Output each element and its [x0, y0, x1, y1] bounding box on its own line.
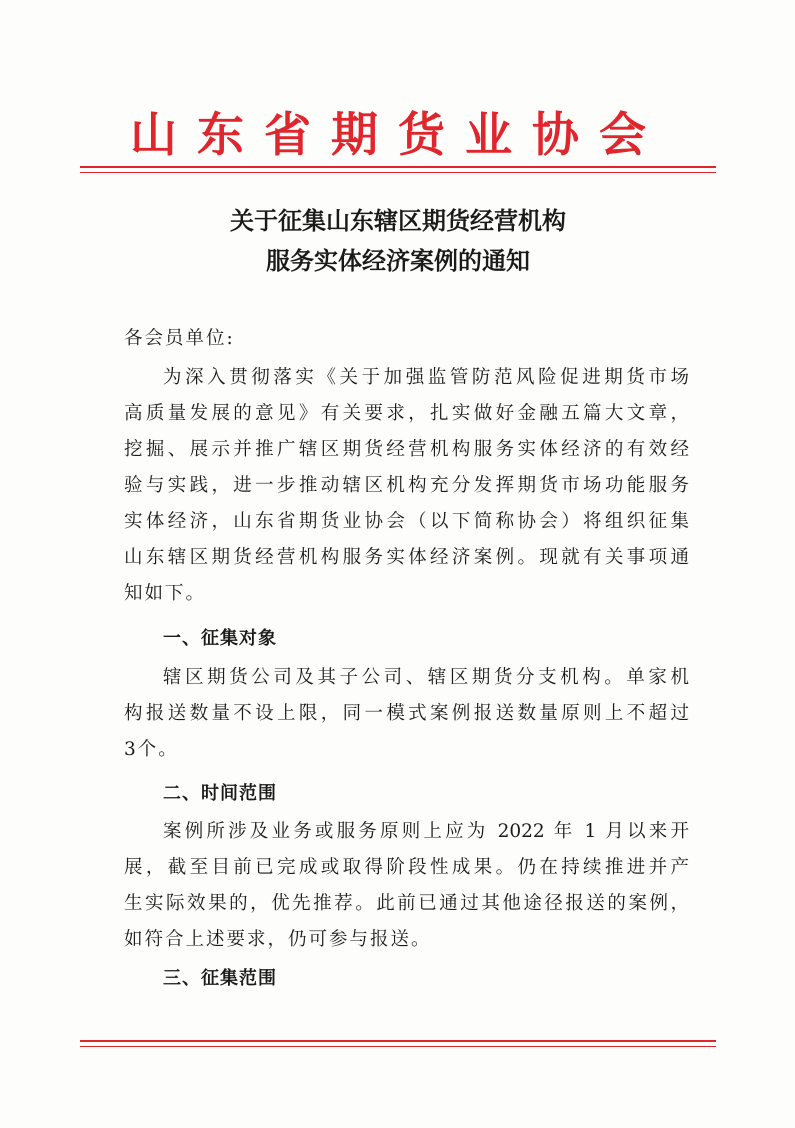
paragraph-line: 知如下。	[124, 583, 207, 604]
paragraph-line: 生实际效果的，优先推荐。此前已通过其他途径报送的案例，	[124, 893, 689, 914]
paragraph-line: 案例所涉及业务或服务原则上应为 2022 年 1 月以来开	[163, 821, 689, 842]
paragraph-line: 辖区期货公司及其子公司、辖区期货分支机构。单家机	[163, 667, 689, 688]
footer-red-rule-thin	[80, 1046, 716, 1047]
salutation: 各会员单位:	[124, 328, 235, 349]
section-heading-1: 一、征集对象	[163, 628, 277, 649]
footer-red-rule-thick	[80, 1040, 716, 1042]
letterhead-red-rule-thick	[80, 166, 716, 168]
paragraph-line: 为深入贯彻落实《关于加强监管防范风险促进期货市场	[163, 367, 689, 388]
section-heading-2: 二、时间范围	[163, 783, 277, 804]
paragraph-line: 构报送数量不设上限，同一模式案例报送数量原则上不超过	[124, 703, 689, 724]
paragraph-line: 高质量发展的意见》有关要求，扎实做好金融五篇大文章，	[124, 403, 689, 424]
paragraph-line: 挖掘、展示并推广辖区期货经营机构服务实体经济的有效经	[124, 439, 689, 460]
paragraph-line: 实体经济，山东省期货业协会（以下简称协会）将组织征集	[124, 511, 689, 532]
letterhead-red-rule-thin	[80, 172, 716, 173]
paragraph-line: 山东辖区期货经营机构服务实体经济案例。现就有关事项通	[124, 547, 689, 568]
letterhead-org-name: 山东省期货业协会	[130, 108, 666, 163]
paragraph-line: 展，截至目前已完成或取得阶段性成果。仍在持续推进并产	[124, 857, 689, 878]
document-title-line-1: 关于征集山东辖区期货经营机构	[230, 207, 566, 235]
document-title-line-2: 服务实体经济案例的通知	[266, 247, 530, 275]
section-heading-3: 三、征集范围	[163, 968, 277, 989]
paragraph-line: 如符合上述要求，仍可参与报送。	[124, 929, 432, 950]
paragraph-line: 验与实践，进一步推动辖区机构充分发挥期货市场功能服务	[124, 475, 689, 496]
paragraph-line: 3个。	[124, 739, 179, 760]
